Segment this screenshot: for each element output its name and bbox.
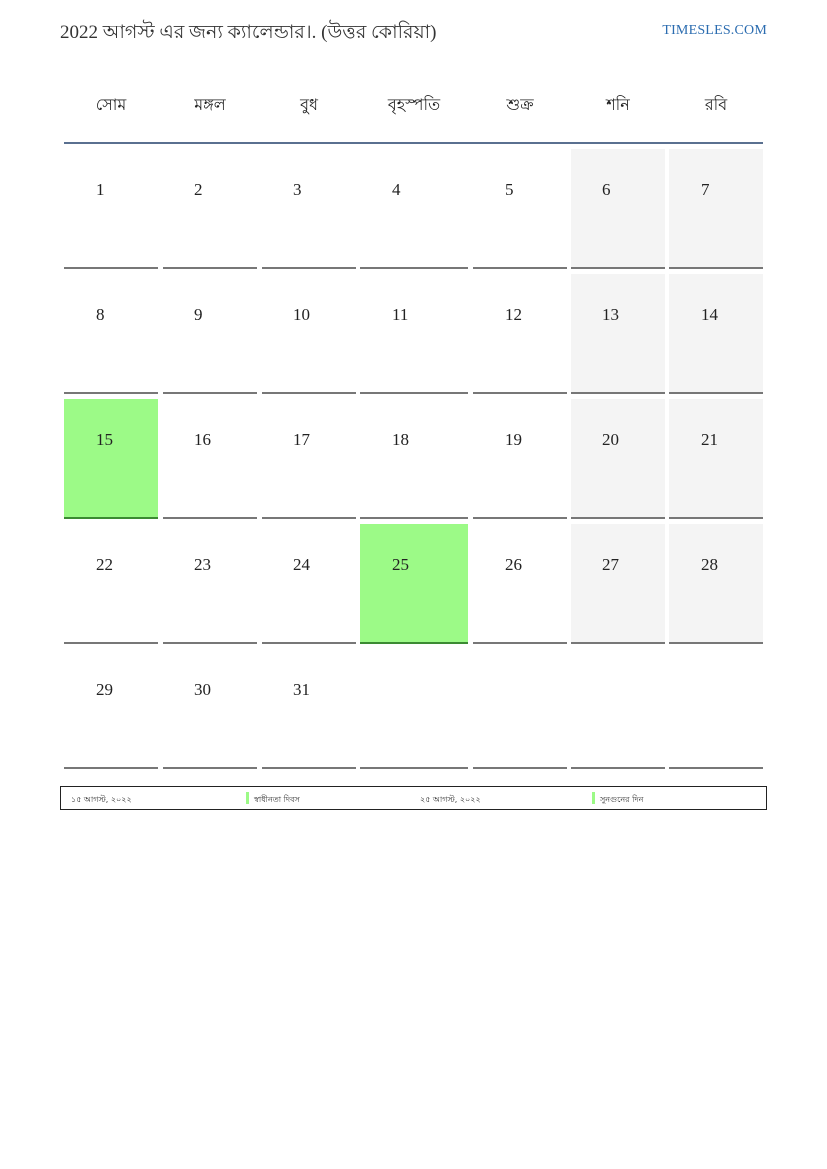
day-cell-19[interactable] xyxy=(473,399,567,519)
day-number: 25 xyxy=(392,555,409,574)
weekday-header-row xyxy=(64,80,763,140)
day-cell-1[interactable] xyxy=(64,149,158,269)
calendar-title: 2022 আগস্ট এর জন্য ক্যালেন্ডার।. (উত্তর কোরিয়া) xyxy=(60,22,437,43)
day-cell-22[interactable] xyxy=(64,524,158,644)
day-cell-7[interactable] xyxy=(669,149,763,269)
day-cell-4[interactable] xyxy=(360,149,468,269)
day-number: 15 xyxy=(96,430,113,449)
day-number: 27 xyxy=(602,555,619,574)
day-cell-14[interactable] xyxy=(669,274,763,394)
day-number: 5 xyxy=(505,180,514,199)
day-cell-11[interactable] xyxy=(360,274,468,394)
day-number: 29 xyxy=(96,680,113,699)
day-number: 8 xyxy=(96,305,105,324)
day-number: 19 xyxy=(505,430,522,449)
brand-link[interactable]: TIMESLES.COM xyxy=(662,23,767,38)
day-cell-27[interactable] xyxy=(571,524,665,644)
weekday-thu: বৃহস্পতি xyxy=(387,95,441,114)
day-number: 9 xyxy=(194,305,203,324)
day-number: 17 xyxy=(293,430,310,449)
day-number: 18 xyxy=(392,430,409,449)
legend-color-marker xyxy=(592,792,595,804)
weekday-wed: বুধ xyxy=(300,95,318,114)
day-cell-28[interactable] xyxy=(669,524,763,644)
day-cell-20[interactable] xyxy=(571,399,665,519)
day-number: 4 xyxy=(392,180,401,199)
day-number: 31 xyxy=(293,680,310,699)
day-number: 6 xyxy=(602,180,611,199)
day-cell-29[interactable] xyxy=(64,649,158,769)
legend-holiday-name: স্বাধীনতা দিবস xyxy=(254,795,300,804)
weekday-tue: মঙ্গল xyxy=(194,95,226,114)
day-cell-26[interactable] xyxy=(473,524,567,644)
day-number: 14 xyxy=(701,305,718,324)
day-number: 7 xyxy=(701,180,710,199)
day-cell-16[interactable] xyxy=(163,399,257,519)
legend-color-marker xyxy=(246,792,249,804)
weekday-sat: শনি xyxy=(606,95,630,114)
legend-date: ১৫ আগস্ট, ২০২২ xyxy=(71,795,132,804)
day-cell-6[interactable] xyxy=(571,149,665,269)
day-cell-17[interactable] xyxy=(262,399,356,519)
day-number: 2 xyxy=(194,180,203,199)
day-number: 22 xyxy=(96,555,113,574)
holiday-legend xyxy=(60,786,767,810)
day-number: 28 xyxy=(701,555,718,574)
empty-day-cell xyxy=(571,649,665,769)
day-number: 16 xyxy=(194,430,211,449)
day-cell-30[interactable] xyxy=(163,649,257,769)
day-number: 10 xyxy=(293,305,310,324)
day-cell-5[interactable] xyxy=(473,149,567,269)
empty-day-cell xyxy=(473,649,567,769)
day-cell-8[interactable] xyxy=(64,274,158,394)
day-cell-12[interactable] xyxy=(473,274,567,394)
day-number: 1 xyxy=(96,180,105,199)
day-cell-2[interactable] xyxy=(163,149,257,269)
empty-day-cell xyxy=(360,649,468,769)
day-cell-13[interactable] xyxy=(571,274,665,394)
day-number: 12 xyxy=(505,305,522,324)
day-number: 30 xyxy=(194,680,211,699)
day-cell-25[interactable] xyxy=(360,524,468,644)
weekday-sun: রবি xyxy=(704,95,728,114)
day-number: 20 xyxy=(602,430,619,449)
day-number: 13 xyxy=(602,305,619,324)
legend-date: ২৫ আগস্ট, ২০২২ xyxy=(420,795,481,804)
day-cell-24[interactable] xyxy=(262,524,356,644)
day-cell-18[interactable] xyxy=(360,399,468,519)
day-cell-10[interactable] xyxy=(262,274,356,394)
legend-holiday-name: সুনগুনের দিন xyxy=(600,795,644,804)
day-number: 3 xyxy=(293,180,302,199)
day-number: 21 xyxy=(701,430,718,449)
day-number: 24 xyxy=(293,555,310,574)
weekday-fri: শুক্র xyxy=(506,95,534,114)
weekday-mon: সোম xyxy=(95,95,127,114)
day-cell-31[interactable] xyxy=(262,649,356,769)
day-number: 26 xyxy=(505,555,522,574)
day-cell-15[interactable] xyxy=(64,399,158,519)
day-cell-9[interactable] xyxy=(163,274,257,394)
header-divider xyxy=(64,142,763,144)
day-cell-3[interactable] xyxy=(262,149,356,269)
day-number: 11 xyxy=(392,305,409,324)
day-cell-23[interactable] xyxy=(163,524,257,644)
empty-day-cell xyxy=(669,649,763,769)
day-number: 23 xyxy=(194,555,211,574)
day-cell-21[interactable] xyxy=(669,399,763,519)
